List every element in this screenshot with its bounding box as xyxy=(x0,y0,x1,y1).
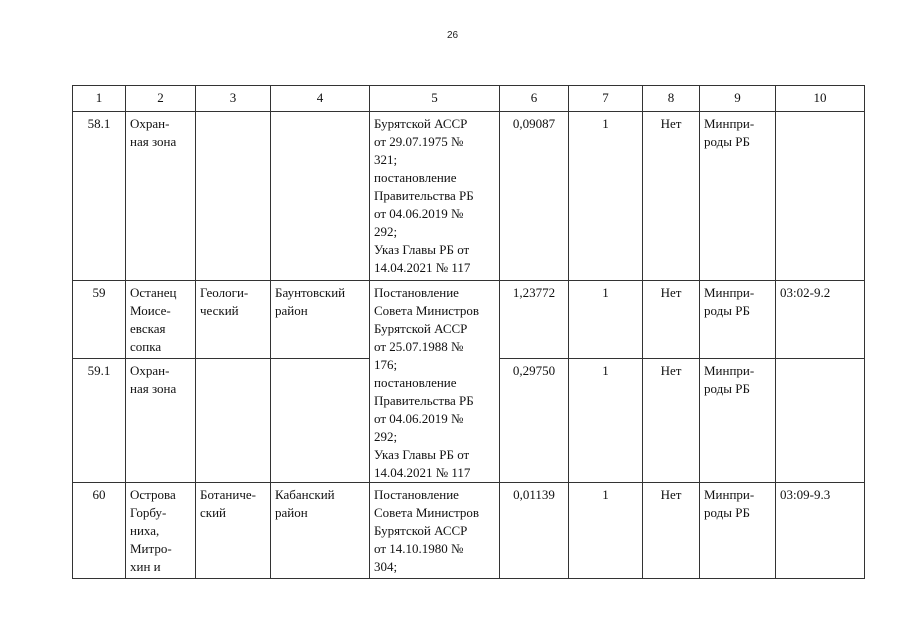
column-header: 6 xyxy=(500,86,569,112)
object-name-cell: Охран- ная зона xyxy=(126,358,196,482)
column-header: 8 xyxy=(643,86,700,112)
column-header: 10 xyxy=(776,86,865,112)
profile-cell xyxy=(196,358,271,482)
column-header: 9 xyxy=(700,86,776,112)
area-cell: 1,23772 xyxy=(500,281,569,359)
code-cell xyxy=(776,358,865,482)
authority-cell: Минпри- роды РБ xyxy=(700,358,776,482)
legal-document-cell: Постановление Совета Министров Бурятской АССР от 25.07.1988 № 176; постановление Правительства РБ от 04.06.2019 № 292; Указ Главы РБ от 14.04.2021 № 117 xyxy=(370,281,500,483)
count-cell: 1 xyxy=(569,483,643,579)
table-row xyxy=(73,112,865,281)
authority-cell: Минпри- роды РБ xyxy=(700,112,776,281)
flag-cell: Нет xyxy=(643,358,700,482)
page-number: 26 xyxy=(446,30,459,41)
legal-document-cell: Постановление Совета Министров Бурятской АССР от 14.10.1980 № 304; xyxy=(370,483,500,579)
code-cell: 03:09-9.3 xyxy=(776,483,865,579)
column-header: 1 xyxy=(73,86,126,112)
object-name-cell: Охран- ная зона xyxy=(126,112,196,281)
row-number-cell: 59.1 xyxy=(73,358,126,482)
flag-cell: Нет xyxy=(643,483,700,579)
area-cell: 0,01139 xyxy=(500,483,569,579)
column-header: 7 xyxy=(569,86,643,112)
count-cell: 1 xyxy=(569,112,643,281)
profile-cell: Геологи- ческий xyxy=(196,281,271,359)
authority-cell: Минпри- роды РБ xyxy=(700,281,776,359)
row-number-cell: 60 xyxy=(73,483,126,579)
location-cell xyxy=(271,358,370,482)
table-header-row xyxy=(73,86,865,112)
location-cell: Кабанский район xyxy=(271,483,370,579)
code-cell: 03:02-9.2 xyxy=(776,281,865,359)
column-header: 5 xyxy=(370,86,500,112)
row-number-cell: 58.1 xyxy=(73,112,126,281)
profile-cell: Ботаниче- ский xyxy=(196,483,271,579)
object-name-cell: Останец Моисе- евская сопка xyxy=(126,281,196,359)
column-header: 2 xyxy=(126,86,196,112)
count-cell: 1 xyxy=(569,281,643,359)
location-cell xyxy=(271,112,370,281)
column-header: 3 xyxy=(196,86,271,112)
count-cell: 1 xyxy=(569,358,643,482)
object-name-cell: Острова Горбу- ниха, Митро- хин и xyxy=(126,483,196,579)
legal-document-cell: Бурятской АССР от 29.07.1975 № 321; постановление Правительства РБ от 04.06.2019 № 292; Указ Главы РБ от 14.04.2021 № 117 xyxy=(370,112,500,281)
flag-cell: Нет xyxy=(643,281,700,359)
location-cell: Баунтовский район xyxy=(271,281,370,359)
row-number-cell: 59 xyxy=(73,281,126,359)
code-cell xyxy=(776,112,865,281)
area-cell: 0,09087 xyxy=(500,112,569,281)
column-header: 4 xyxy=(271,86,370,112)
flag-cell: Нет xyxy=(643,112,700,281)
protected-areas-table xyxy=(72,85,865,579)
profile-cell xyxy=(196,112,271,281)
table-row xyxy=(73,281,865,359)
table-row xyxy=(73,483,865,579)
authority-cell: Минпри- роды РБ xyxy=(700,483,776,579)
area-cell: 0,29750 xyxy=(500,358,569,482)
